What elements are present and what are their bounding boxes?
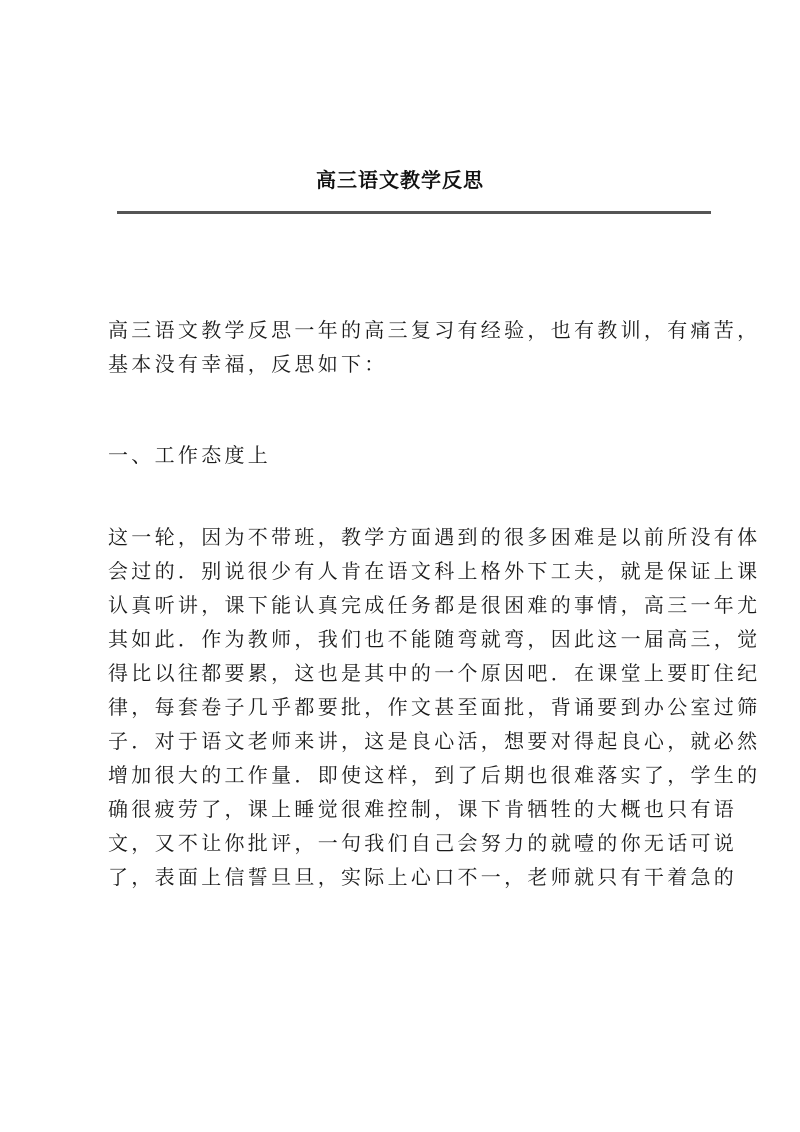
- paragraph-line: 得比以往都要累，这也是其中的一个原因吧．在课堂上要盯住纪: [108, 661, 761, 685]
- paragraph-line: 文，又不让你批评，一句我们自己会努力的就噎的你无话可说: [108, 831, 738, 855]
- paragraph-line: 了，表面上信誓旦旦，实际上心口不一，老师就只有干着急的: [108, 865, 738, 889]
- paragraph-line: 其如此．作为教师，我们也不能随弯就弯，因此这一届高三，觉: [108, 627, 761, 651]
- paragraph-line: 子．对于语文老师来讲，这是良心活，想要对得起良心，就必然: [108, 729, 761, 753]
- title-divider: [117, 211, 711, 214]
- paragraph-line: 认真听讲，课下能认真完成任务都是很困难的事情，高三一年尤: [108, 593, 761, 617]
- intro-paragraph: [108, 313, 761, 381]
- paragraph-line: 增加很大的工作量．即使这样，到了后期也很难落实了，学生的: [108, 763, 761, 787]
- paragraph-line: 会过的．别说很少有人肯在语文科上格外下工夫，就是保证上课: [108, 559, 761, 583]
- body-paragraph: [108, 520, 761, 894]
- section-heading: [108, 438, 708, 472]
- paragraph-line: 基本没有幸福，反思如下：: [108, 352, 388, 376]
- paragraph-line: 确很疲劳了，课上睡觉很难控制，课下肯牺牲的大概也只有语: [108, 797, 738, 821]
- paragraph-line: 律，每套卷子几乎都要批，作文甚至面批，背诵要到办公室过筛: [108, 695, 761, 719]
- document-title: 高三语文教学反思: [316, 168, 484, 192]
- section-heading-text: 一、工作态度上: [108, 443, 272, 467]
- paragraph-line: 高三语文教学反思一年的高三复习有经验，也有教训，有痛苦，: [108, 318, 761, 342]
- paragraph-line: 这一轮，因为不带班，教学方面遇到的很多困难是以前所没有体: [108, 525, 761, 549]
